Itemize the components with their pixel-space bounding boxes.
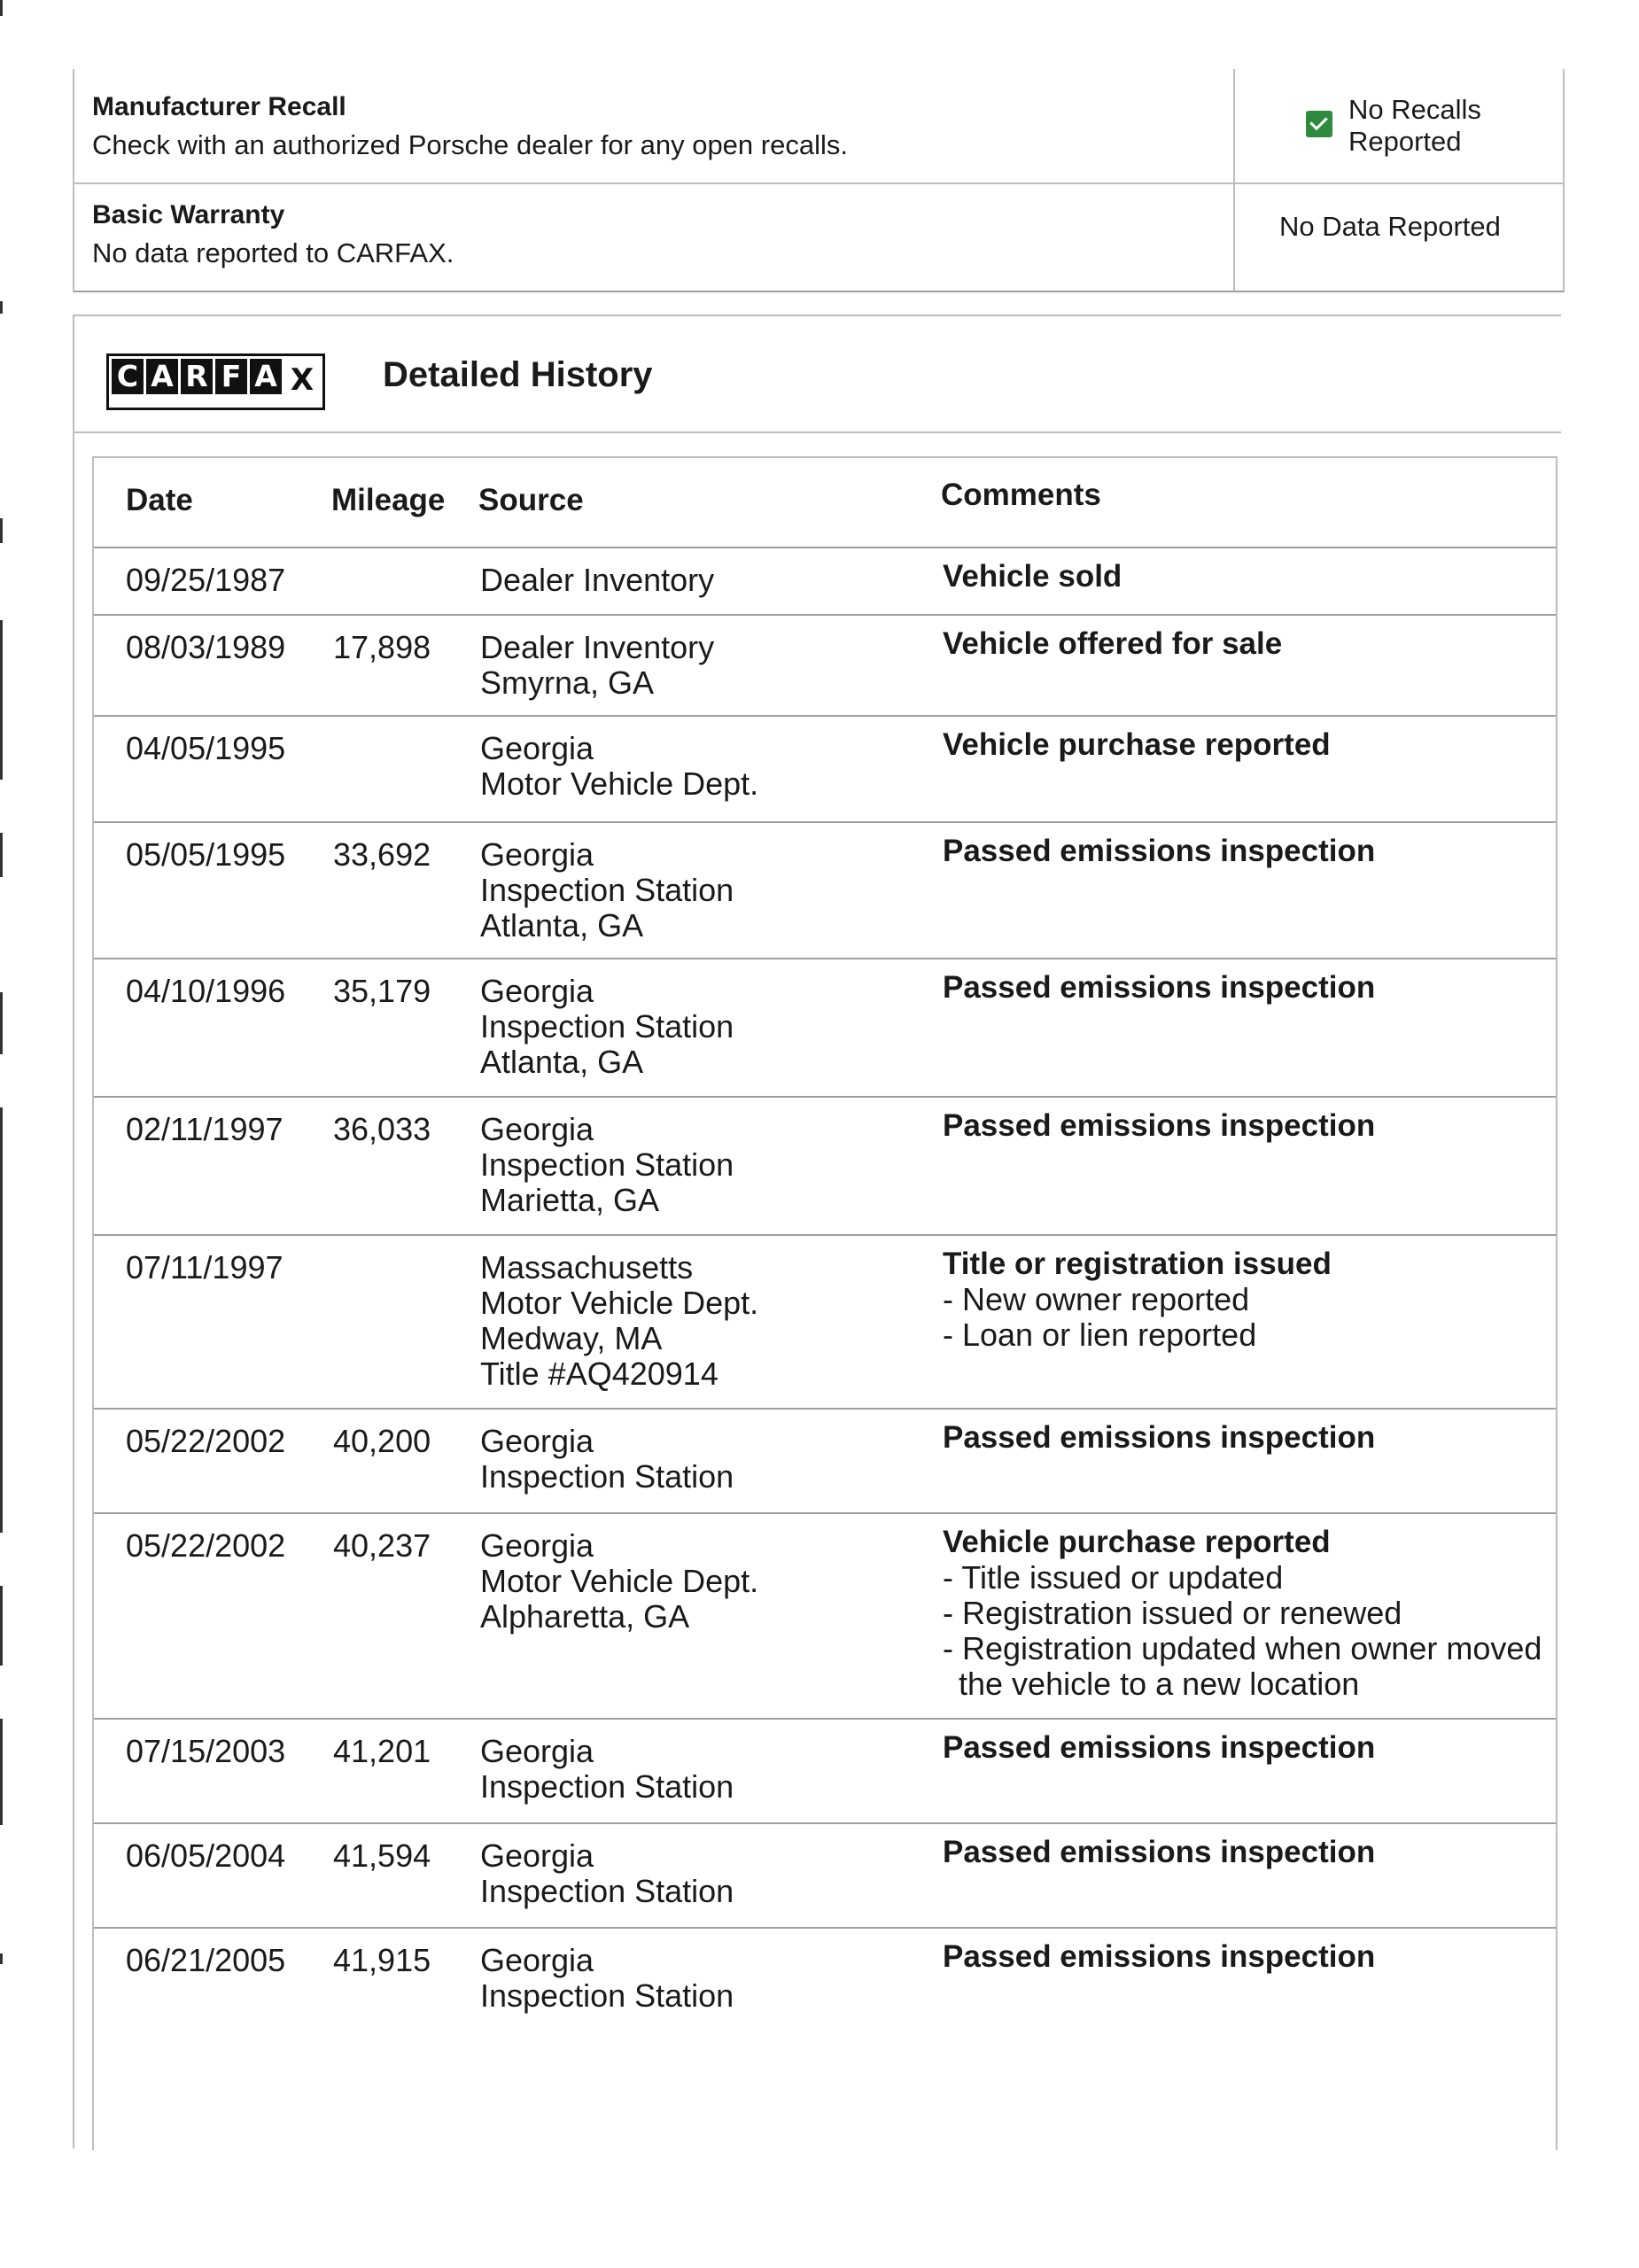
cell-source	[480, 1838, 923, 1909]
source-line: Inspection Station	[480, 1768, 734, 1805]
scan-mark	[0, 833, 3, 877]
scan-mark	[0, 992, 3, 1054]
logo-letter: F	[215, 359, 247, 394]
cell-mileage: 17,898	[333, 629, 431, 665]
cell-source	[480, 974, 923, 1080]
cell-mileage: 40,237	[333, 1527, 431, 1564]
cell-comments	[943, 834, 1545, 869]
cell-comments	[943, 1247, 1545, 1353]
logo-letter: A	[146, 359, 178, 394]
cell-comments	[943, 727, 1545, 763]
column-header-date: Date	[126, 483, 193, 517]
cell-date: 08/03/1989	[126, 629, 286, 665]
cell-date: 06/05/2004	[126, 1837, 286, 1874]
column-header-comments: Comments	[941, 478, 1101, 512]
recall-row	[74, 69, 1563, 184]
source-line: Motor Vehicle Dept.	[480, 765, 759, 802]
comment-title: Passed emissions inspection	[943, 1108, 1376, 1143]
comment-title: Vehicle offered for sale	[943, 626, 1283, 661]
cell-comments	[943, 1108, 1545, 1144]
comment-item: - Title issued or updated	[943, 1559, 1284, 1596]
column-header-source: Source	[478, 483, 584, 517]
cell-comments	[943, 1525, 1545, 1702]
comment-title: Passed emissions inspection	[943, 834, 1376, 868]
table-row	[94, 614, 1556, 717]
scan-mark	[0, 620, 3, 780]
source-line: Georgia	[480, 836, 594, 873]
recall-status-line: No Recalls	[1348, 94, 1481, 125]
warranty-title: Basic Warranty	[92, 200, 285, 229]
source-line: Georgia	[480, 730, 594, 766]
cell-date: 05/22/2002	[126, 1527, 286, 1564]
vehicle-info-box	[73, 69, 1565, 292]
source-line: Georgia	[480, 1111, 594, 1147]
source-line: Motor Vehicle Dept.	[480, 1563, 759, 1599]
comment-title: Passed emissions inspection	[943, 1939, 1376, 1974]
logo-letter: X	[284, 359, 320, 394]
scan-mark	[0, 301, 3, 314]
table-row	[94, 1234, 1556, 1410]
recall-title: Manufacturer Recall	[92, 92, 346, 121]
cell-date: 09/25/1987	[126, 562, 286, 598]
cell-comments	[943, 626, 1545, 662]
cell-source	[480, 1424, 923, 1495]
source-line: Inspection Station	[480, 1146, 734, 1183]
cell-mileage: 36,033	[333, 1111, 431, 1147]
comment-title: Passed emissions inspection	[943, 1420, 1376, 1455]
table-row	[94, 715, 1556, 823]
cell-source	[480, 630, 923, 701]
history-table	[92, 456, 1557, 2150]
cell-source	[480, 1734, 923, 1805]
source-line: Massachusetts	[480, 1249, 694, 1285]
source-line: Georgia	[480, 1837, 594, 1874]
cell-source	[480, 731, 923, 802]
source-line: Georgia	[480, 1942, 594, 1978]
cell-date: 07/15/2003	[126, 1733, 286, 1769]
source-line: Georgia	[480, 1423, 594, 1459]
source-line: Inspection Station	[480, 1873, 734, 1909]
cell-mileage: 41,201	[333, 1733, 431, 1769]
comment-title: Passed emissions inspection	[943, 1835, 1376, 1869]
table-row	[94, 958, 1556, 1098]
history-header	[73, 315, 1561, 433]
cell-source	[480, 1112, 923, 1218]
comment-title: Passed emissions inspection	[943, 1730, 1376, 1765]
table-row	[94, 1927, 1556, 2031]
column-divider	[1233, 69, 1235, 183]
cell-source	[480, 563, 923, 598]
scan-mark	[0, 1953, 3, 1964]
comment-item: - Registration updated when owner moved the vehicle to a new location	[943, 1630, 1542, 1702]
history-title: Detailed History	[383, 355, 653, 394]
table-row	[94, 547, 1556, 616]
cell-comments	[943, 1420, 1545, 1456]
cell-mileage: 35,179	[333, 973, 431, 1009]
source-line: Inspection Station	[480, 1977, 734, 2014]
source-line: Motor Vehicle Dept.	[480, 1285, 759, 1321]
cell-mileage: 41,594	[333, 1837, 431, 1874]
source-line: Georgia	[480, 973, 594, 1009]
logo-letter: A	[250, 359, 282, 394]
source-line: Atlanta, GA	[480, 1044, 644, 1080]
cell-date: 05/22/2002	[126, 1423, 286, 1459]
cell-source	[480, 1250, 923, 1392]
scan-mark	[0, 0, 3, 16]
logo-letter: C	[112, 359, 144, 394]
scan-mark	[0, 1107, 3, 1533]
scan-mark	[0, 1719, 3, 1825]
cell-date: 07/11/1997	[126, 1249, 284, 1285]
comment-title: Passed emissions inspection	[943, 970, 1376, 1005]
source-line: Marietta, GA	[480, 1182, 660, 1218]
source-line: Atlanta, GA	[480, 907, 644, 944]
source-line: Dealer Inventory	[480, 562, 715, 598]
cell-comments	[943, 1835, 1545, 1870]
warranty-status: No Data Reported	[1279, 211, 1501, 242]
source-line: Medway, MA	[480, 1320, 663, 1356]
cell-comments	[943, 559, 1545, 594]
warranty-text: No data reported to CARFAX.	[92, 237, 454, 268]
table-row	[94, 1408, 1556, 1514]
recall-status-line: Reported	[1348, 126, 1462, 157]
table-row	[94, 1822, 1556, 1929]
logo-letter: R	[181, 359, 213, 394]
table-row	[94, 1512, 1556, 1720]
comment-item: - New owner reported	[943, 1281, 1250, 1317]
cell-comments	[943, 1939, 1545, 1975]
cell-source	[480, 837, 923, 944]
table-row	[94, 1718, 1556, 1824]
recall-text: Check with an authorized Porsche dealer for any open recalls.	[92, 129, 848, 160]
table-row	[94, 1096, 1556, 1236]
source-line: Inspection Station	[480, 1458, 734, 1495]
comment-item: - Registration issued or renewed	[943, 1595, 1402, 1631]
source-line: Dealer Inventory	[480, 629, 715, 665]
cell-date: 05/05/1995	[126, 836, 286, 873]
recall-status	[1348, 94, 1552, 158]
table-row	[94, 821, 1556, 959]
carfax-logo	[106, 353, 325, 410]
source-line: Smyrna, GA	[480, 664, 655, 701]
scan-mark	[0, 1586, 3, 1666]
comment-item: - Loan or lien reported	[943, 1317, 1257, 1353]
cell-date: 04/05/1995	[126, 730, 286, 766]
cell-mileage: 33,692	[333, 836, 431, 873]
column-divider	[1233, 184, 1235, 291]
cell-date: 06/21/2005	[126, 1942, 286, 1978]
cell-mileage: 40,200	[333, 1423, 431, 1459]
cell-comments	[943, 970, 1545, 1006]
table-header	[94, 458, 1556, 548]
column-header-mileage: Mileage	[331, 483, 446, 517]
cell-mileage: 41,915	[333, 1942, 431, 1978]
cell-source	[480, 1528, 923, 1635]
warranty-row	[74, 184, 1563, 291]
comment-title: Vehicle purchase reported	[943, 727, 1331, 762]
check-icon	[1306, 111, 1332, 137]
source-line: Georgia	[480, 1527, 594, 1564]
source-line: Georgia	[480, 1733, 594, 1769]
comment-title: Vehicle purchase reported	[943, 1525, 1331, 1559]
source-line: Inspection Station	[480, 872, 734, 908]
cell-date: 04/10/1996	[126, 973, 286, 1009]
comment-title: Title or registration issued	[943, 1247, 1332, 1281]
comment-title: Vehicle sold	[943, 559, 1122, 594]
source-line: Title #AQ420914	[480, 1355, 719, 1392]
scan-mark	[0, 518, 3, 543]
cell-source	[480, 1943, 923, 2014]
cell-comments	[943, 1730, 1545, 1766]
source-line: Inspection Station	[480, 1008, 734, 1045]
cell-date: 02/11/1997	[126, 1111, 284, 1147]
source-line: Alpharetta, GA	[480, 1598, 690, 1635]
